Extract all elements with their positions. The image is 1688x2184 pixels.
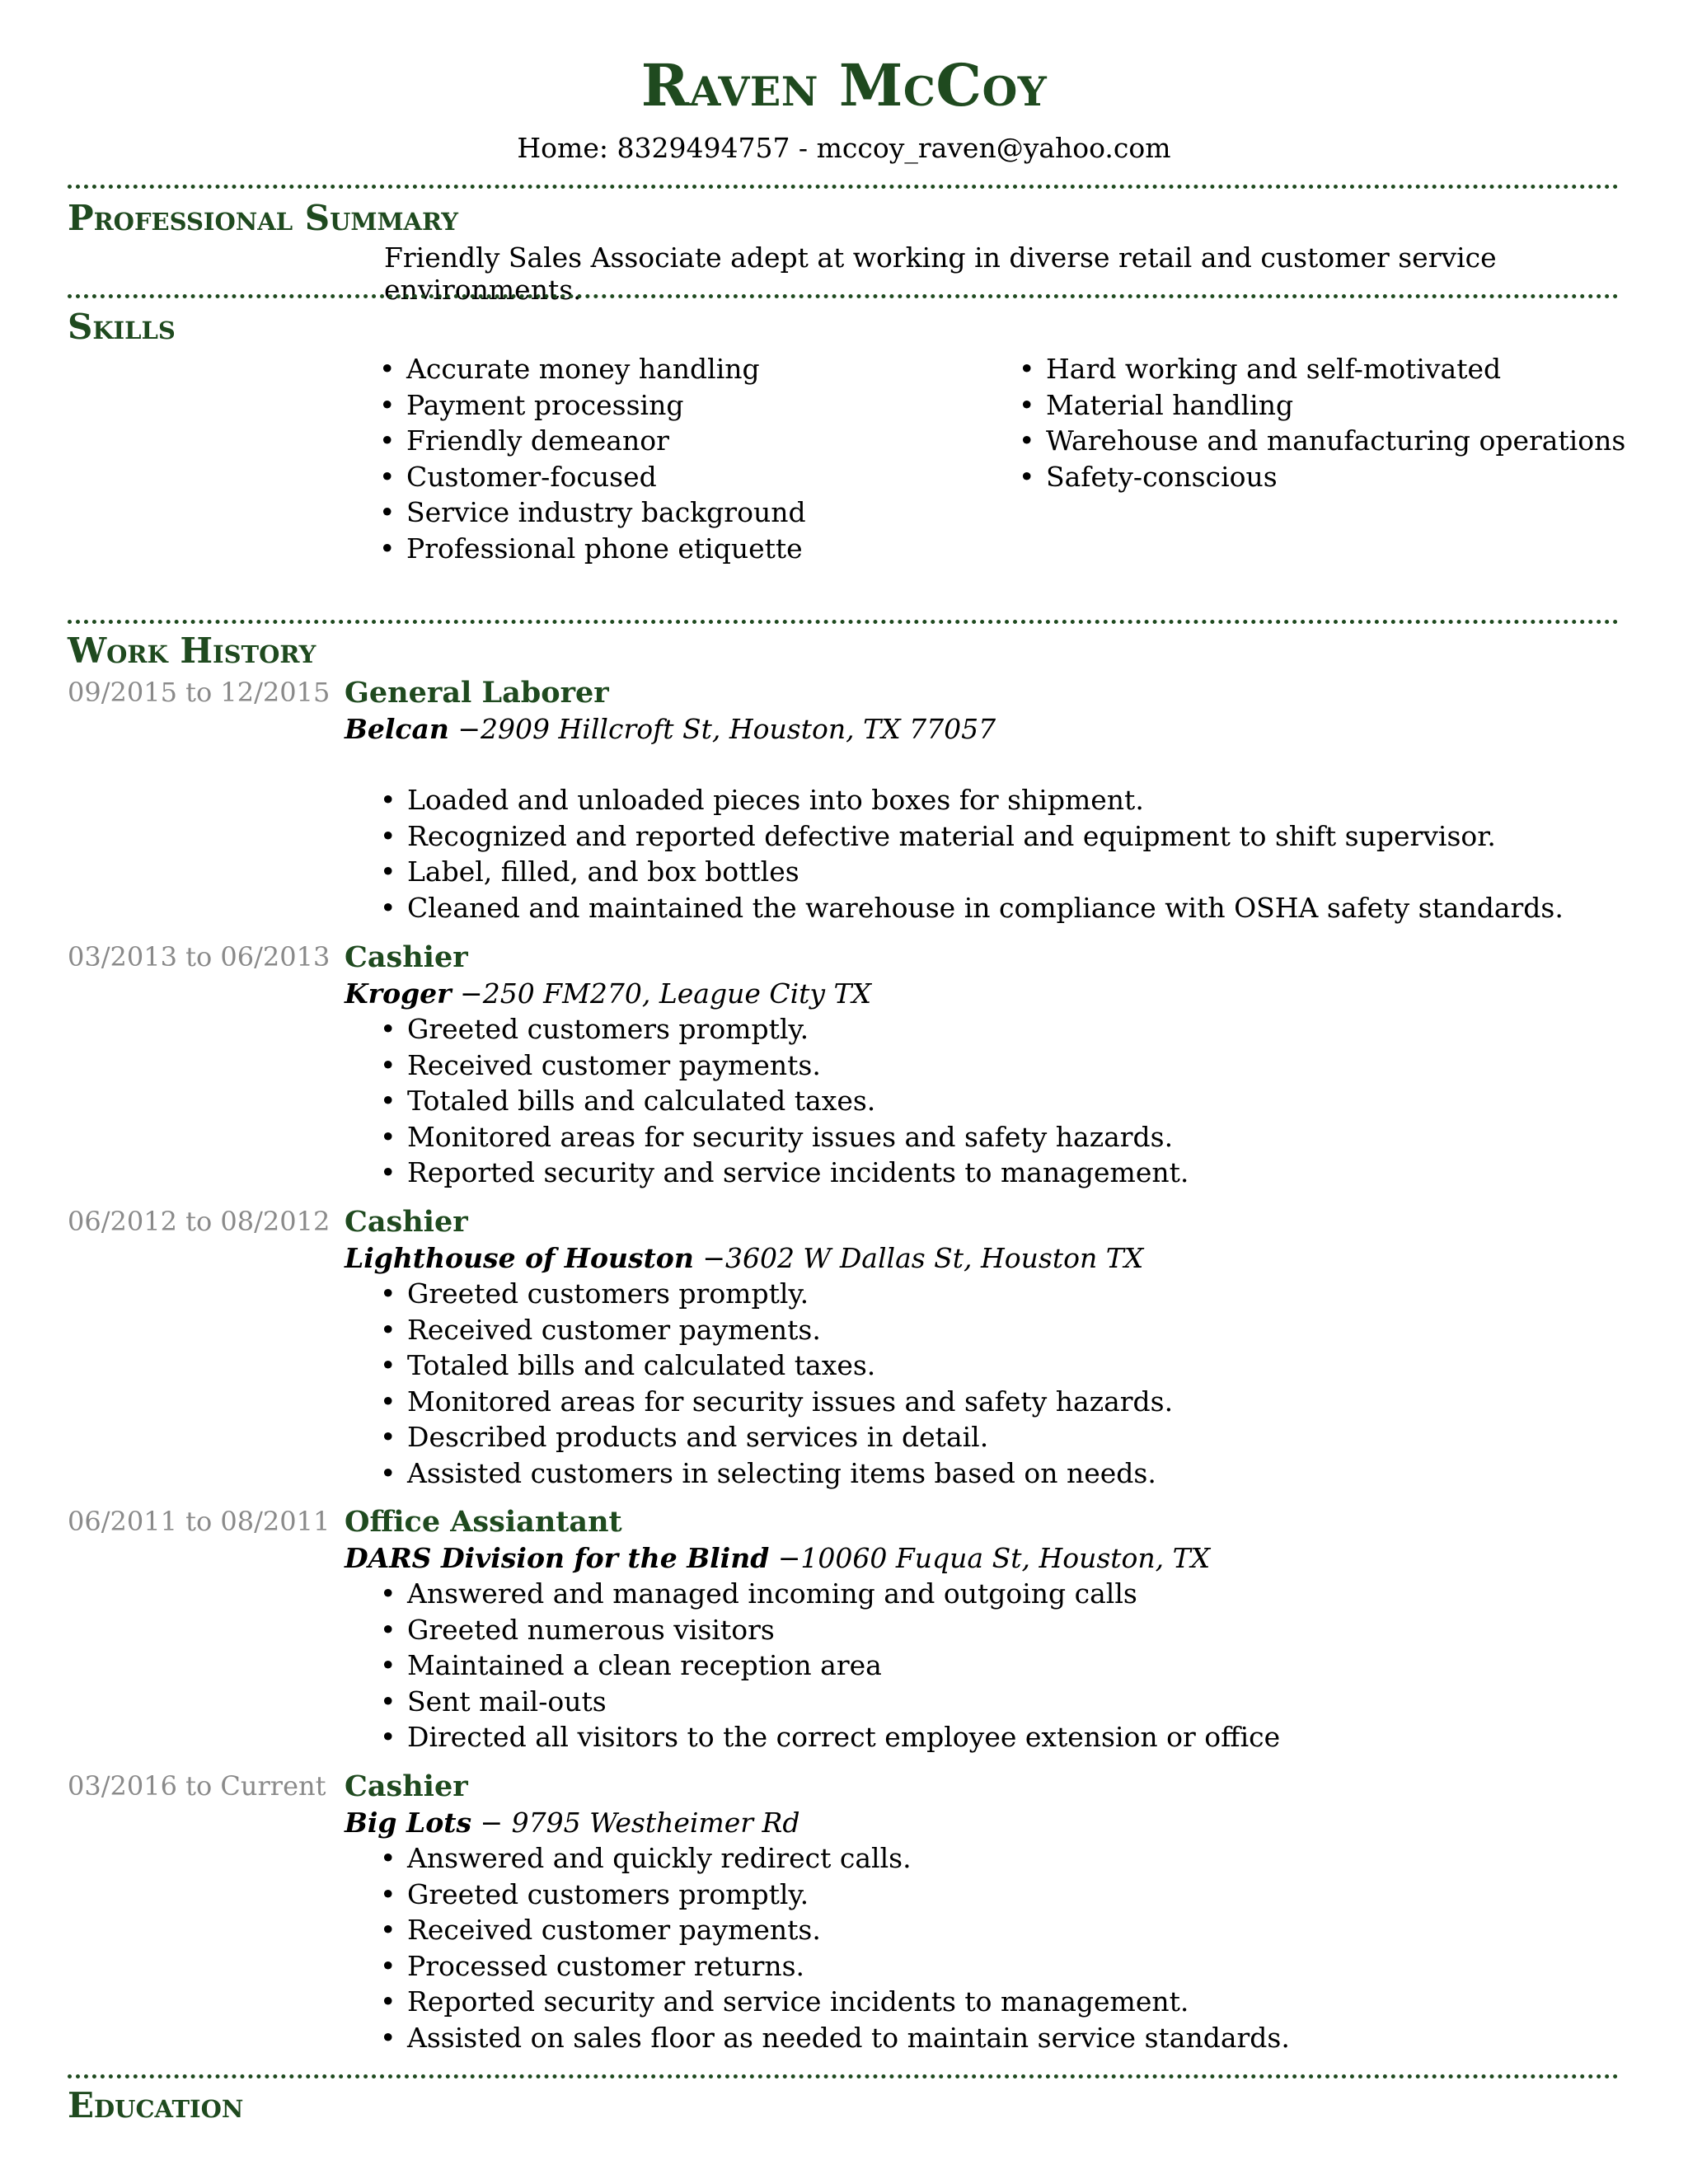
section-divider (68, 294, 1619, 298)
skill-item: • Friendly demeanor (379, 423, 806, 459)
job-duty: • Received customer payments. (380, 1047, 1189, 1084)
job-duty: • Answered and quickly redirect calls. (380, 1840, 1290, 1877)
job-duty: • Greeted customers promptly. (380, 1011, 1189, 1047)
skill-item: • Customer-focused (379, 459, 806, 495)
job-company-line (345, 1540, 1210, 1577)
skill-item: • Safety-conscious (1019, 459, 1625, 495)
job-title: Office Assiantant (345, 1505, 622, 1539)
job-title: Cashier (345, 940, 468, 974)
job-duties (380, 782, 1564, 926)
skill-item: • Payment processing (379, 387, 806, 424)
job-title: Cashier (345, 1205, 468, 1239)
job-duty: • Sent mail-outs (380, 1684, 1280, 1720)
job-duty: • Described products and services in detail. (380, 1419, 1173, 1455)
section-title-skills: Skills (68, 307, 176, 347)
job-duty: • Directed all visitors to the correct employee extension or office (380, 1719, 1280, 1755)
company-location: −10060 Fuqua St, Houston, TX (777, 1541, 1211, 1574)
job-duty: • Assisted customers in selecting items based on needs. (380, 1455, 1173, 1492)
job-duty: • Greeted customers promptly. (380, 1276, 1173, 1312)
candidate-name: Raven McCoy (640, 51, 1048, 120)
job-company-line (345, 976, 871, 1012)
job-duty: • Reported security and service incidents to management. (380, 1155, 1189, 1191)
job-dates: 03/2016 to Current (68, 1770, 326, 1802)
job-duty: • Loaded and unloaded pieces into boxes for shipment. (380, 782, 1564, 818)
job-company-line (345, 711, 996, 748)
company-location: −3602 W Dallas St, Houston TX (702, 1241, 1144, 1274)
job-duty: • Totaled bills and calculated taxes. (380, 1083, 1189, 1119)
contact-info: Home: 8329494757 - mccoy_raven@yahoo.com (517, 132, 1171, 164)
section-title-education: Education (68, 2085, 244, 2125)
job-duty: • Assisted on sales floor as needed to maintain service standards. (380, 2020, 1290, 2056)
company-location: −250 FM270, League City TX (460, 977, 872, 1010)
job-duty: • Received customer payments. (380, 1912, 1290, 1948)
job-dates: 03/2013 to 06/2013 (68, 941, 331, 972)
section-title-work-history: Work History (68, 630, 316, 671)
section-divider (68, 620, 1619, 624)
job-duty: • Processed customer returns. (380, 1948, 1290, 1985)
skill-item: • Service industry background (379, 494, 806, 531)
job-duty: • Reported security and service incidents to management. (380, 1984, 1290, 2020)
company-location: −2909 Hillcroft St, Houston, TX 77057 (457, 712, 996, 745)
job-dates: 09/2015 to 12/2015 (68, 677, 331, 708)
company-name: DARS Division for the Blind (345, 1541, 770, 1574)
job-duty: • Cleaned and maintained the warehouse in compliance with OSHA safety standards. (380, 890, 1564, 926)
summary-text: Friendly Sales Associate adept at working in diverse retail and customer service environments. (384, 241, 1497, 306)
job-duty: • Monitored areas for security issues and safety hazards. (380, 1384, 1173, 1420)
job-company-line (345, 1805, 800, 1841)
section-title-professional-summary: Professional Summary (68, 198, 458, 238)
company-name: Kroger (345, 977, 452, 1010)
job-duty: • Received customer payments. (380, 1312, 1173, 1348)
job-duty: • Recognized and reported defective material and equipment to shift supervisor. (380, 818, 1564, 855)
skill-item: • Accurate money handling (379, 351, 806, 387)
job-duty: • Monitored areas for security issues and safety hazards. (380, 1119, 1189, 1155)
job-duties (380, 1011, 1189, 1191)
job-duties (380, 1576, 1280, 1755)
job-title: Cashier (345, 1769, 468, 1803)
skill-item: • Hard working and self-motivated (1019, 351, 1625, 387)
job-duty: • Answered and managed incoming and outgoing calls (380, 1576, 1280, 1612)
skill-item: • Material handling (1019, 387, 1625, 424)
job-company-line (345, 1240, 1143, 1277)
job-title: General Laborer (345, 676, 609, 710)
company-location: − 9795 Westheimer Rd (480, 1806, 800, 1839)
skill-item: • Warehouse and manufacturing operations (1019, 423, 1625, 459)
section-divider (68, 185, 1619, 189)
company-name: Belcan (345, 712, 449, 745)
skills-list-right (1019, 351, 1625, 494)
skill-item: • Professional phone etiquette (379, 531, 806, 567)
job-duties (380, 1276, 1173, 1491)
skills-list-left (379, 351, 806, 566)
section-divider (68, 2074, 1619, 2079)
job-dates: 06/2011 to 08/2011 (68, 1506, 331, 1537)
company-name: Big Lots (345, 1806, 472, 1839)
job-dates: 06/2012 to 08/2012 (68, 1206, 331, 1237)
job-duties (380, 1840, 1290, 2055)
job-duty: • Totaled bills and calculated taxes. (380, 1347, 1173, 1384)
job-duty: • Maintained a clean reception area (380, 1647, 1280, 1684)
job-duty: • Greeted numerous visitors (380, 1612, 1280, 1648)
job-duty: • Greeted customers promptly. (380, 1877, 1290, 1913)
job-duty: • Label, filled, and box bottles (380, 854, 1564, 890)
company-name: Lighthouse of Houston (345, 1241, 694, 1274)
